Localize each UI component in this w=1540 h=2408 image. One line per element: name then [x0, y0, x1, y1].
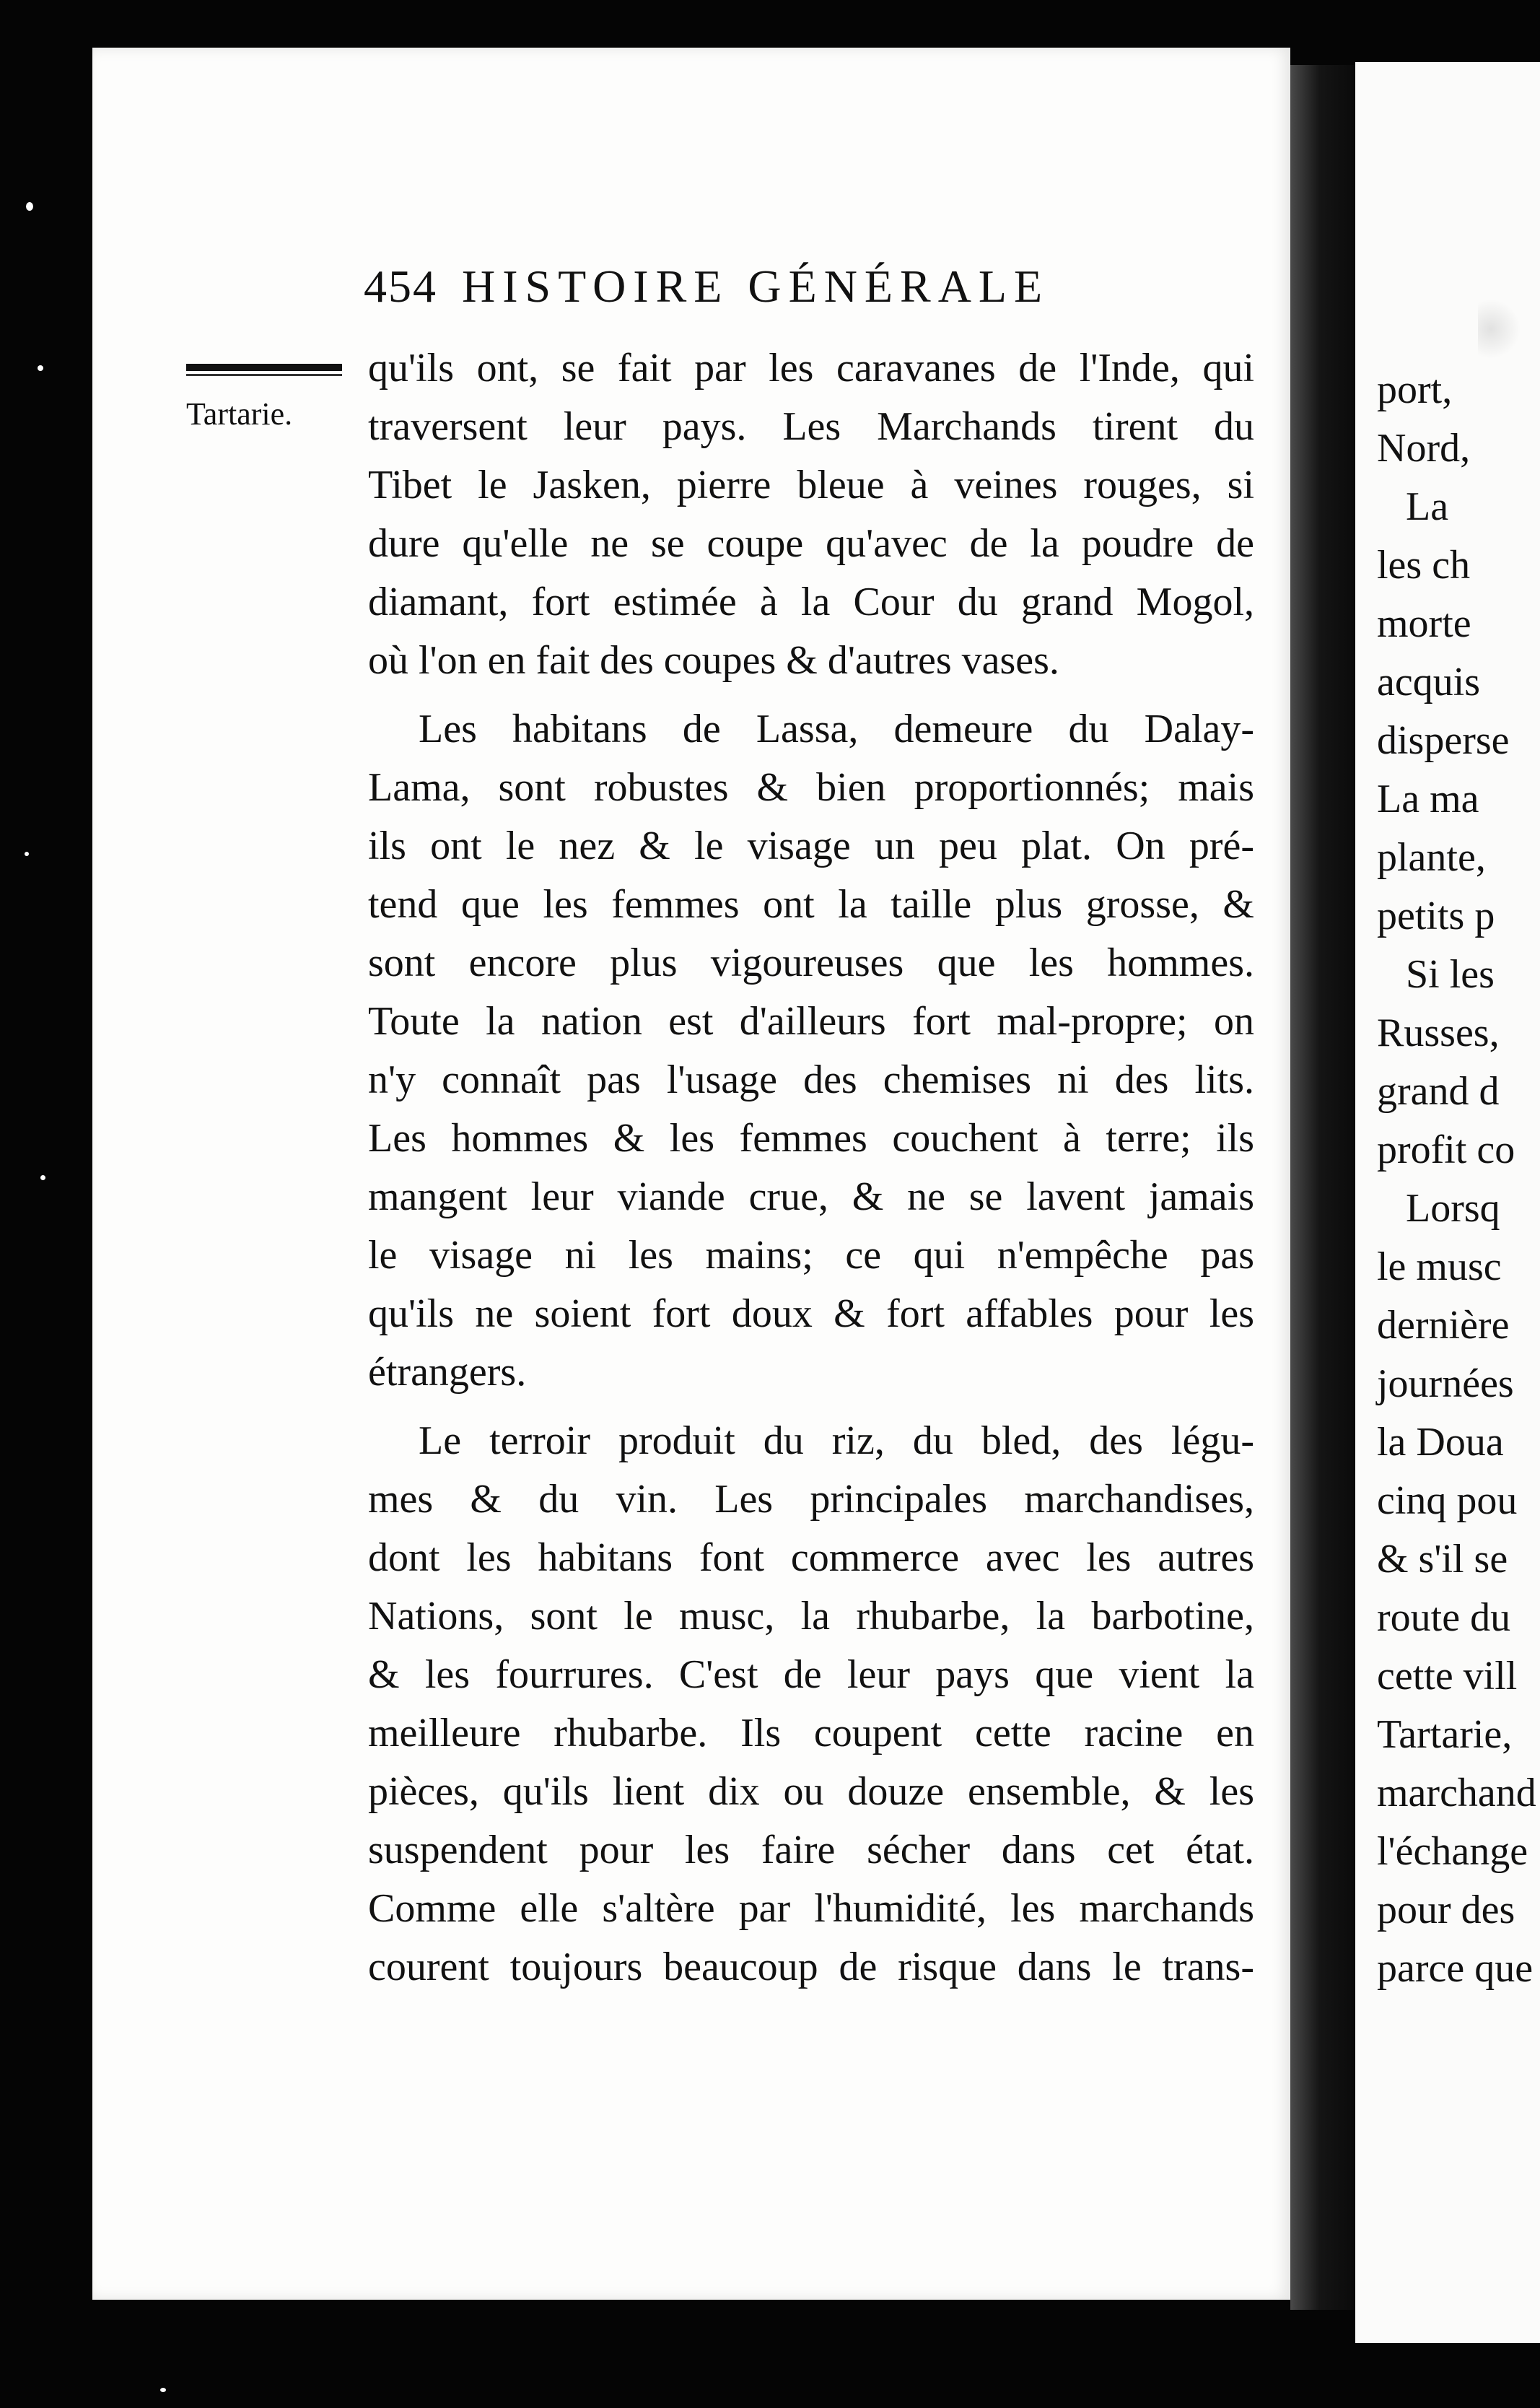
text-line: traversent leur pays. Les Marchands tirent du — [368, 404, 1254, 449]
right-page-line: acquis — [1377, 660, 1481, 704]
right-page — [1355, 62, 1540, 2343]
right-page-line: La — [1406, 484, 1449, 529]
right-page-line: disperse — [1377, 718, 1510, 763]
margin-rule — [186, 364, 342, 371]
right-page-line: grand d — [1377, 1069, 1500, 1114]
text-line: mes & du vin. Les principales marchandises, — [368, 1477, 1254, 1522]
right-page-line: Si les — [1406, 952, 1495, 997]
paragraph-gap — [368, 1402, 1254, 1412]
running-head — [364, 260, 1049, 313]
text-line: Comme elle s'altère par l'humidité, les marchands — [368, 1886, 1254, 1931]
text-line: tend que les femmes ont la taille plus grosse, & — [368, 882, 1254, 927]
text-line: sont encore plus vigoureuses que les hommes. — [368, 941, 1254, 985]
right-page-line: petits p — [1377, 894, 1495, 938]
running-title: HISTOIRE GÉNÉRALE — [462, 261, 1050, 312]
text-line: qu'ils ne soient fort doux & fort affables pour les — [368, 1291, 1254, 1336]
scan-speck — [38, 365, 43, 371]
text-line: pièces, qu'ils lient dix ou douze ensemble, & les — [368, 1769, 1254, 1814]
text-line: n'y connaît pas l'usage des chemises ni des lits. — [368, 1057, 1254, 1102]
right-page-line: les ch — [1377, 543, 1471, 588]
text-line: & les fourrures. C'est de leur pays que vient la — [368, 1652, 1254, 1697]
page-stain — [1478, 300, 1521, 358]
text-line: courent toujours beaucoup de risque dans le trans- — [368, 1945, 1254, 1989]
scan-speck — [25, 852, 29, 856]
right-page-text — [1377, 361, 1536, 1998]
text-line: diamant, fort estimée à la Cour du grand Mogol, — [368, 580, 1254, 624]
right-page-line: profit co — [1377, 1127, 1515, 1172]
text-line: Les hommes & les femmes couchent à terre; ils — [368, 1116, 1254, 1161]
scan-speck — [26, 202, 33, 211]
text-line: Nations, sont le musc, la rhubarbe, la barbotine, — [368, 1594, 1254, 1639]
text-line: dont les habitans font commerce avec les autres — [368, 1535, 1254, 1580]
paragraph-gap — [368, 690, 1254, 700]
text-line: étrangers. — [368, 1350, 527, 1395]
right-page-line: Lorsq — [1406, 1186, 1500, 1231]
text-line: Le terroir produit du riz, du bled, des légu- — [419, 1418, 1254, 1463]
right-page-line: marchand — [1377, 1771, 1536, 1815]
margin-note: Tartarie. — [186, 396, 293, 432]
right-page-line: cinq pou — [1377, 1478, 1518, 1523]
right-page-line: dernière — [1377, 1303, 1510, 1348]
right-page-line: journées — [1377, 1361, 1514, 1406]
right-page-line: morte — [1377, 601, 1471, 646]
text-line: Tibet le Jasken, pierre bleue à veines rouges, si — [368, 463, 1254, 507]
page-gutter — [1290, 65, 1355, 2310]
text-line: Lama, sont robustes & bien proportionnés; mais — [368, 765, 1254, 810]
text-line: mangent leur viande crue, & ne se lavent jamais — [368, 1174, 1254, 1219]
text-line: meilleure rhubarbe. Ils coupent cette racine en — [368, 1711, 1254, 1755]
text-line: dure qu'elle ne se coupe qu'avec de la poudre de — [368, 521, 1254, 566]
right-page-line: l'échange — [1377, 1829, 1528, 1874]
right-page-line: Russes, — [1377, 1011, 1500, 1055]
text-line: qu'ils ont, se fait par les caravanes de l'Inde, qui — [368, 346, 1254, 391]
page-number: 454 — [364, 261, 437, 312]
right-page-line: le musc — [1377, 1244, 1502, 1289]
right-page-line: plante, — [1377, 835, 1486, 880]
text-line: Toute la nation est d'ailleurs fort mal-propre; on — [368, 999, 1254, 1044]
right-page-line: cette vill — [1377, 1654, 1518, 1698]
text-line: ils ont le nez & le visage un peu plat. On pré- — [368, 824, 1254, 868]
right-page-line: & s'il se — [1377, 1537, 1508, 1582]
right-page-line: la Doua — [1377, 1420, 1504, 1465]
scan-speck — [40, 1175, 45, 1180]
right-page-line: pour des — [1377, 1888, 1515, 1932]
text-line: où l'on en fait des coupes & d'autres vases. — [368, 638, 1059, 683]
text-line: le visage ni les mains; ce qui n'empêche pas — [368, 1233, 1254, 1278]
right-page-line: Tartarie, — [1377, 1712, 1513, 1757]
right-page-line: port, — [1377, 367, 1453, 412]
scan-speck — [160, 2388, 166, 2392]
right-page-line: route du — [1377, 1595, 1511, 1640]
body-text — [368, 339, 1254, 1997]
right-page-line: La ma — [1377, 777, 1479, 821]
right-page-line: Nord, — [1377, 426, 1471, 471]
text-line: suspendent pour les faire sécher dans cet état. — [368, 1828, 1254, 1872]
right-page-line: parce que — [1377, 1946, 1534, 1991]
text-line: Les habitans de Lassa, demeure du Dalay- — [419, 707, 1254, 751]
